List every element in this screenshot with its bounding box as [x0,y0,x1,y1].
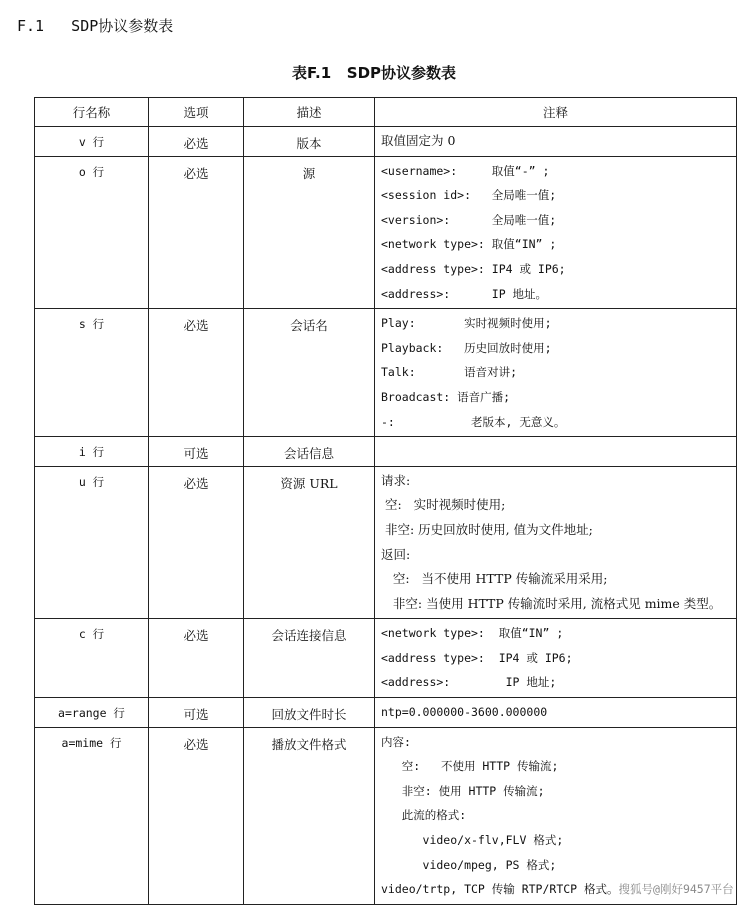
notes-line: video/x-flv,FLV 格式; [381,833,564,848]
notes-line: <address type>: IP4 或 IP6; [381,261,566,276]
section-heading: F.1 SDP协议参数表 [17,17,174,35]
row-option-cell: 必选 [149,619,244,698]
notes-line [381,439,736,464]
notes-line: <address type>: IP4 或 IP6; [381,650,573,665]
header-option: 选项 [149,98,244,127]
notes-line: 取值固定为 0 [381,133,456,148]
table-row [35,619,737,698]
row-notes-cell [375,619,737,698]
row-name-cell: o 行 [35,156,149,309]
table-header-row [35,98,737,127]
row-description-cell: 版本 [244,127,375,157]
row-description-cell: 资源 URL [244,466,375,619]
row-notes-cell [375,156,737,309]
row-option-cell: 可选 [149,698,244,728]
notes-line: video/trtp, TCP 传输 RTP/RTCP 格式。搜狐号@刚好9457平台 [381,882,734,897]
notes-line: 请求: [381,472,411,488]
table-row [35,727,737,904]
row-name-cell: s 行 [35,309,149,437]
row-option-cell: 可选 [149,437,244,467]
row-option-cell: 必选 [149,127,244,157]
notes-line: Playback: 历史回放时使用; [381,340,552,355]
table-row [35,127,737,157]
row-name-cell: u 行 [35,466,149,619]
row-notes-cell [375,466,737,619]
notes-line: 空: 不使用 HTTP 传输流; [381,759,559,774]
notes-line: <address>: IP 地址。 [381,286,548,301]
row-option-cell: 必选 [149,727,244,904]
notes-line: <address>: IP 地址; [381,675,557,690]
row-notes-cell [375,127,737,157]
row-notes-cell [375,309,737,437]
row-description-cell: 播放文件格式 [244,727,375,904]
notes-line: 此流的格式: [381,808,467,823]
row-option-cell: 必选 [149,156,244,309]
notes-line: 返回: [381,546,411,562]
row-notes-cell [375,698,737,728]
header-row-name: 行名称 [35,98,149,127]
notes-line: <network type>: 取值“IN” ; [381,626,564,641]
notes-line: <username>: 取值“-” ; [381,163,550,178]
row-description-cell: 会话名 [244,309,375,437]
row-description-cell: 会话连接信息 [244,619,375,698]
notes-line: 非空: 历史回放时使用, 值为文件地址; [381,521,593,537]
row-notes-cell [375,437,737,467]
row-name-cell: a=mime 行 [35,727,149,904]
notes-line: Broadcast: 语音广播; [381,389,511,404]
table-row [35,466,737,619]
row-option-cell: 必选 [149,466,244,619]
notes-line: video/mpeg, PS 格式; [381,857,557,872]
notes-line: 空: 当不使用 HTTP 传输流采用采用; [381,571,608,587]
watermark-text: 搜狐号@刚好9457平台 [618,882,734,897]
notes-line: Talk: 语音对讲; [381,365,518,380]
table-caption: 表F.1 SDP协议参数表 [291,64,457,82]
row-name-cell: i 行 [35,437,149,467]
notes-line: <session id>: 全局唯一值; [381,188,557,203]
notes-line: <network type>: 取值“IN” ; [381,237,557,252]
table-row [35,437,737,467]
row-notes-cell [375,727,737,904]
row-description-cell: 会话信息 [244,437,375,467]
notes-line: Play: 实时视频时使用; [381,316,552,331]
row-description-cell: 源 [244,156,375,309]
table-row [35,309,737,437]
row-name-cell: c 行 [35,619,149,698]
sdp-parameter-table [34,97,737,905]
table-row [35,698,737,728]
row-name-cell: a=range 行 [35,698,149,728]
table-row [35,156,737,309]
notes-line: 非空: 当使用 HTTP 传输流时采用, 流格式见 mime 类型。 [381,595,722,611]
header-description: 描述 [244,98,375,127]
notes-line: <version>: 全局唯一值; [381,212,557,227]
header-notes: 注释 [375,98,737,127]
notes-line: 非空: 使用 HTTP 传输流; [381,783,545,798]
row-description-cell: 回放文件时长 [244,698,375,728]
notes-line: 空: 实时视频时使用; [381,497,506,513]
row-option-cell: 必选 [149,309,244,437]
notes-line: 内容: [381,734,411,749]
notes-line: ntp=0.000000-3600.000000 [381,705,548,720]
row-name-cell: v 行 [35,127,149,157]
notes-line: -: 老版本, 无意义。 [381,414,566,429]
